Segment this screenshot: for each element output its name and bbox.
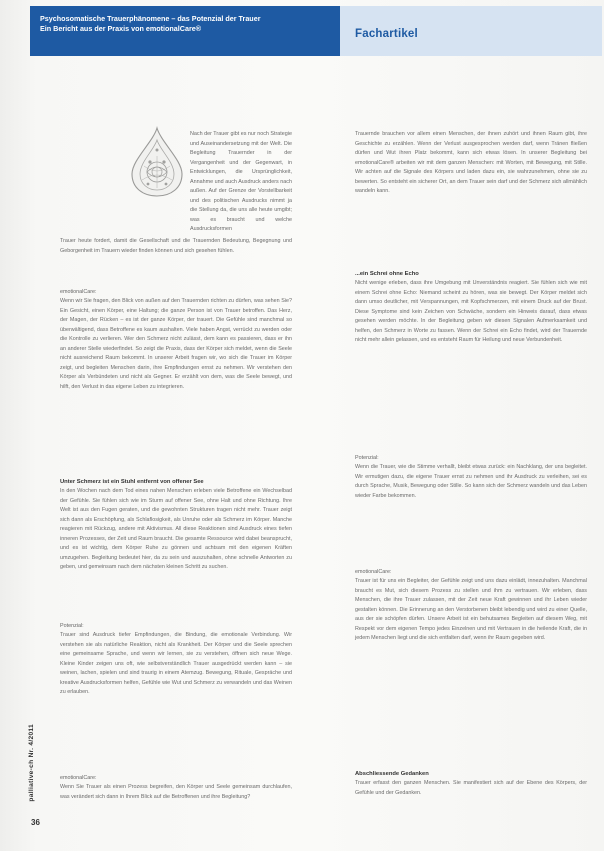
intro-paragraph: Trauer heute fordert, damit die Gesellschaft und die Trauernden Bedeutung, Begegnung und Geborgenheit im Trauern wieder finden können und sich gesehen fühlen. — [60, 238, 292, 254]
article-header-title — [40, 14, 340, 34]
left-paragraph-2: In den Wochen nach dem Tod eines nahen Menschen erleben viele Betroffene ein Wechselbad der Gefühle. Sie fühlen sich wie im Sturm auf offener See, ohne Halt und ohne Richtung. Ihre Welt ist aus den Fugen geraten, und die gewohnten Strukturen tragen nicht mehr. Trauer zeigt sich dann als Erschöpfung, als Schlaflosigkeit, als Unruhe oder als Schmerz im Körper. Manche reagieren mit Rückzug, andere mit Aktivismus. All diese Reaktionen sind Ausdruck eines tiefen inneren Prozesses, der Zeit und Raum braucht. Die gesamte Ressource wird dabei beansprucht, und es ist wichtig, dem Körper Ruhe zu gönnen und achtsam mit den eigenen Kräften umzugehen. Begleitung bedeutet hier, da zu sein und auszuhalten, ohne schnelle Antworten zu geben, und gemeinsam nach dem nächsten kleinen Schritt zu suchen. — [60, 488, 292, 571]
intro-text-right-of-ornament: Nach der Trauer gibt es nur noch Strategie und Auseinandersetzung mit der Welt. Die Begleitung Trauernder in der Vergangenheit und der Gegenwart, in Entwicklungen, die Ursprünglichkeit, Annahme und auch Ausdruck anders nach außen. Auf der Grenze der Vorstellbarkeit und des politischen Ausdrucks nimmt ja die Stellung da, die uns alle heute umgibt; was es braucht und welche Ausdrucksformen — [190, 131, 292, 233]
right-interview-label: emotionalCare: — [355, 569, 392, 575]
right-paragraph-5: Trauer erfasst den ganzen Menschen. Sie manifestiert sich auf der Ebene des Körpers, der Gefühle und der Gedanken. — [355, 780, 587, 796]
left-paragraph-4: Wenn Sie Trauer als einen Prozess begreifen, den Körper und Seele gemeinsam durchlaufen, was verändert sich dann in Ihrem Blick auf die Betroffenen und ihre Begleitung? — [60, 784, 292, 800]
interview-label: emotionalCare: — [60, 289, 97, 295]
left-paragraph-3: Trauer sind Ausdruck tiefer Empfindungen, die Bindung, die emotionale Verbindung. Wir verstehen sie als natürliche Reaktion, nicht als Krankheit. Der Körper und die Seele sprechen eine gemeinsame Sprache, und wenn wir lernen, sie zu verstehen, öffnen sich neue Wege. Kleine Kinder zeigen uns oft, wie selbstverständlich Trauer ausgedrückt werden kann – sie weinen, lachen, spielen und sind traurig in einem Atemzug. Bewegung, Rituale, Gespräche und kreative Ausdrucksformen helfen, Gefühle wie Wut und Schmerz zu verwandeln und das Weinen zu erlauben. — [60, 632, 292, 696]
left-paragraph-1: Wenn wir Sie fragen, den Blick von außen auf den Trauernden richten zu dürfen, was sehen Sie? Ein Gesicht, einen Körper, eine Haltung; die ganze Person ist von Trauer betroffen. Das Herz, der Magen, der Rücken – es ist der ganze Körper, der trauert. Die Gefühle sind manchmal so überwältigend, dass Betroffene es kaum aushalten. Viele haben Angst, verrückt zu werden oder die Kontrolle zu verlieren. Wer den Schmerz nicht zulässt, dem kann es passieren, dass er ihn an anderer Stelle wiederfindet. So zeigt die Praxis, dass der Körper sich meldet, wenn die Seele nicht ausreichend Raum bekommt. In unserer Arbeit fragen wir, wo sich die Trauer im Körper zeigt, und begleiten Menschen darin, ihre Empfindungen ernst zu nehmen. Wir verstehen den Körper als Verbündeten und nicht als Gegner. Er erzählt von dem, was die Seele bewegt, und hilft, den Verlust in das eigene Leben zu integrieren. — [60, 298, 292, 390]
right-potential-label: Potenzial: — [355, 455, 379, 461]
right-paragraph-2: Nicht wenige erleben, dass ihre Umgebung mit Unverständnis reagiert. Sie fühlen sich wie mit einem Schrei ohne Echo: Niemand scheint zu hören, was sie bewegt. Der Körper meldet sich dann umso deutlicher, mit Verspannungen, mit Kopfschmerzen, mit einem Druck auf der Brust. Diese Symptome sind kein Zeichen von Schwäche, sondern ein Hinweis darauf, dass etwas gesehen werden möchte. In der Begleitung geben wir diesen Signalen Aufmerksamkeit und helfen, den Schmerz in Worte zu fassen. Wenn der Schrei ein Echo findet, wird der Trauernde nicht mehr allein gelassen, und es entsteht Raum für Heilung und neue Verbundenheit. — [355, 280, 587, 344]
right-paragraph-3: Wenn die Trauer, wie die Stimme verhallt, bleibt etwas zurück: ein Nachklang, der uns begleitet. Wir ermutigen dazu, die eigene Trauer ernst zu nehmen und ihr Ausdruck zu verleihen, sei es durch Sprache, Musik, Bewegung oder Stille. So kann sich der Schmerz wandeln und das Leben wieder Farbe bekommen. — [355, 464, 587, 499]
closing-section-heading: Abschliessende Gedanken — [355, 771, 429, 777]
header-title-line-1: Psychosomatische Trauerphänomene – das Potenzial der Trauer — [40, 14, 261, 23]
teardrop-ornament-icon — [128, 126, 186, 198]
issue-sideline: palliative-ch Nr. 4/2011 — [28, 724, 35, 802]
interview-label-2: emotionalCare: — [60, 775, 97, 781]
page-number: 36 — [31, 818, 40, 827]
header-title-line-2: Ein Bericht aus der Praxis von emotionalCare® — [40, 24, 202, 33]
left-section-heading: Unter Schmerz ist ein Stuhl entfernt von offener See — [60, 479, 204, 485]
right-paragraph-4: Trauer ist für uns ein Begleiter, der Gefühle zeigt und uns dazu einlädt, innezuhalten. Manchmal braucht es Mut, sich diesem Prozess zu stellen und ihm zu vertrauen. Wir erleben, dass Menschen, die ihre Trauer zulassen, mit der Zeit neue Kraft gewinnen und ihr Leben wieder gestalten können. Die Erinnerung an den Verstorbenen bleibt lebendig und wird zu einer Quelle, aus der sie schöpfen dürfen. Unsere Arbeit ist ein behutsames Begleiten auf diesem Weg, mit Respekt vor dem eigenen Tempo jedes Einzelnen und mit Vertrauen in die heilende Kraft, die in jedem Menschen liegt und die sich entfalten darf, wenn ihr Raum gegeben wird. — [355, 578, 587, 642]
category-label: Fachartikel — [355, 28, 418, 40]
potential-label: Potenzial: — [60, 623, 84, 629]
right-section-heading-1: ...ein Schrei ohne Echo — [355, 271, 419, 277]
right-paragraph-1: Trauernde brauchen vor allem einen Menschen, der ihnen zuhört und ihnen Raum gibt, ihre Geschichte zu erzählen. Wenn der Verlust ausgesprochen werden darf, wenn Tränen fließen dürfen und Wut ihren Platz bekommt, kann sich etwas lösen. In unserer Begleitung bei emotionalCare® arbeiten wir mit dem ganzen Menschen: mit Worten, mit Bewegung, mit Stille. Wir achten auf die Signale des Körpers und laden dazu ein, sie wahrzunehmen, ohne sie zu bewerten. So entsteht ein sicherer Ort, an dem Trauer sein darf und der Schmerz sich allmählich wandeln kann. — [355, 131, 587, 195]
